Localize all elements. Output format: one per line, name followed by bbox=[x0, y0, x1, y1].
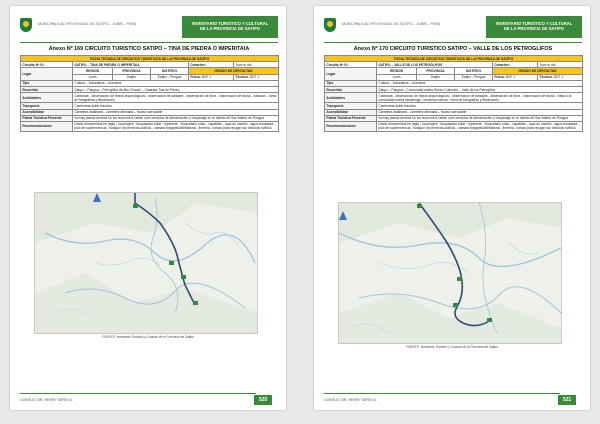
banner-line-1: INVENTARIO TURISTICO Y CULTURAL bbox=[191, 21, 269, 26]
tecnica-label: Técnica: bbox=[539, 75, 553, 80]
map-caption: FUENTE: Inventario Turístico y Cultural de la Provincia de Satipo bbox=[102, 335, 194, 339]
accesibilidad-value: Carretera asfaltada – carretera afirmada – trocha carrozable bbox=[73, 109, 279, 115]
stop-marker-icon bbox=[487, 318, 492, 322]
banner-line-2: DE LA PROVINCIA DE SATIPO bbox=[199, 26, 261, 32]
fisica-label: Física: bbox=[494, 75, 505, 80]
grado-label: GRADO DE DIFICULTAD bbox=[493, 68, 583, 74]
provincia-label: PROVINCIA bbox=[417, 68, 455, 74]
stop-marker-icon bbox=[417, 204, 422, 208]
circuito-label: Circuito Nº 01 bbox=[21, 62, 73, 68]
route-map-graphic bbox=[35, 193, 257, 333]
duracion-label: Duración: bbox=[493, 62, 538, 68]
ficha-title: FICHA TECNICA DE CIRCUITOS TURISTICOS DE LA PROVINCIA DE SATIPO bbox=[325, 56, 583, 62]
recomendaciones-label: Recomendaciones bbox=[21, 121, 73, 131]
banner-line-1: INVENTARIO TURISTICO Y CULTURAL bbox=[495, 21, 573, 26]
provincia-label: PROVINCIA bbox=[113, 68, 151, 74]
tipo-label: Tipo bbox=[21, 80, 73, 86]
fisica-value: DDF 1 bbox=[201, 75, 212, 80]
accesibilidad-label: Accesibilidad bbox=[21, 109, 73, 115]
municipality-crest-icon bbox=[324, 18, 336, 32]
accesibilidad-label: Accesibilidad bbox=[325, 109, 377, 115]
header-divider bbox=[20, 42, 278, 43]
region-label: REGION bbox=[73, 68, 113, 74]
inventory-banner bbox=[486, 16, 582, 38]
route-map-graphic bbox=[339, 203, 561, 343]
planta-label: Planta Turística Presente bbox=[21, 115, 73, 121]
transporte-value: Camioneta doble tracción bbox=[377, 103, 583, 109]
municipality-name: MUNICIPALIDAD PROVINCIAL DE SATIPO – JUNÍN - PERÚ bbox=[342, 22, 441, 26]
planta-value: No hay planta turística en los recursos a visitar, solo servicios de alimentación y hospedaje en el distrito de San Martín de Pangoa. bbox=[377, 115, 583, 121]
tecnica-value: DDT 1 bbox=[249, 75, 260, 80]
transporte-value: Camioneta doble tracción bbox=[73, 103, 279, 109]
stop-marker-icon bbox=[169, 261, 174, 265]
header-divider bbox=[324, 42, 582, 43]
circuito-label: Circuito Nº 01 bbox=[325, 62, 377, 68]
duracion-value: Todo el día bbox=[234, 62, 279, 68]
transporte-label: Transporte bbox=[325, 103, 377, 109]
page-header bbox=[20, 16, 278, 40]
tecnica-value: DDT 1 bbox=[553, 75, 564, 80]
distrito-label: DISTRITO bbox=[455, 68, 493, 74]
tipo-label: Tipo bbox=[325, 80, 377, 86]
stop-marker-icon bbox=[453, 303, 458, 307]
stop-marker-icon bbox=[193, 301, 198, 305]
recomendaciones-value: Llevar documentos en regla - ropa ligera - bloqueador solar - repelente - bloqueador solar - zapatillas - ropa de cambio - agua envasada - polo de supervivencia - botiquín de primeros auxilios - cámara fotográfica/filmadora - linterna - bolsas para recoger los residuos sólidos. bbox=[73, 121, 279, 131]
municipality-crest-icon bbox=[20, 18, 32, 32]
distrito-value: Satipo - Pangoa bbox=[151, 74, 189, 80]
footer-divider bbox=[20, 393, 256, 394]
page-520 bbox=[10, 6, 286, 410]
river-1 bbox=[339, 233, 561, 266]
tipo-value: Cultura – Naturaleza – Aventura bbox=[377, 80, 583, 86]
distrito-value: Satipo - Pangoa bbox=[455, 74, 493, 80]
annex-title: Anexo Nº 170 CIRCUITO TURISTICO SATIPO – VALLE DE LOS PETROGLIFOS bbox=[353, 46, 553, 52]
page-number: 520 bbox=[254, 395, 272, 405]
circuito-value: SATIPO – TINA DE PIEDRA O IMPERITAIA bbox=[73, 62, 189, 68]
grado-label: GRADO DE DIFICULTAD bbox=[189, 68, 279, 74]
tecnica-label: Técnica: bbox=[235, 75, 249, 80]
map-caption: FUENTE: Inventario Turístico y Cultural de la Provincia de Satipo bbox=[406, 345, 498, 349]
planta-value: No hay planta turística en los recursos a visitar, solo servicios de alimentación y hospedaje en el distrito de San Martín de Pangoa. bbox=[73, 115, 279, 121]
actividades-label: Actividades bbox=[325, 93, 377, 103]
page-number: 521 bbox=[558, 395, 576, 405]
ficha-title: FICHA TECNICA DE CIRCUITOS TURISTICOS DE LA PROVINCIA DE SATIPO bbox=[21, 56, 279, 62]
annex-title: Anexo Nº 169 CIRCUITO TURISTICO SATIPO – TINA DE PIEDRA O IMPERITAIA bbox=[48, 46, 250, 52]
consultant-credit: CONSULTOR: HENRY SERIN S. bbox=[324, 398, 378, 402]
lugar-label: Lugar bbox=[21, 68, 73, 80]
stop-marker-icon bbox=[133, 204, 138, 208]
actividades-label: Actividades bbox=[21, 93, 73, 103]
recomendaciones-label: Recomendaciones bbox=[325, 121, 377, 131]
duracion-value: Todo el día bbox=[538, 62, 583, 68]
circuit-tech-sheet bbox=[324, 55, 583, 132]
tipo-value: Cultura – Naturaleza – Aventura bbox=[73, 80, 279, 86]
recorrido-label: Recorrido bbox=[325, 86, 377, 92]
provincia-value: Satipo bbox=[417, 74, 455, 80]
stop-marker-icon bbox=[181, 275, 186, 279]
fisica-value: DDF 1 bbox=[505, 75, 516, 80]
region-value: Junín bbox=[73, 74, 113, 80]
river-1 bbox=[45, 233, 255, 263]
recorrido-value: Satipo – Pangoa – Comunidad nativa Sector Cutivireni – Valle de los Petroglifos bbox=[377, 86, 583, 92]
transporte-label: Transporte bbox=[21, 103, 73, 109]
consultant-credit: CONSULTOR: HENRY SERIN S. bbox=[20, 398, 74, 402]
region-value: Junín bbox=[377, 74, 417, 80]
recomendaciones-value: Llevar documentos en regla - ropa ligera - bloqueador solar - repelente - bloqueador solar - zapatillas - ropa de cambio - agua envasada - polo de supervivencia - botiquín de primeros auxilios - cámara fotográfica/filmadora - linterna - bolsas para recoger los residuos sólidos. bbox=[377, 121, 583, 131]
accesibilidad-value: Carretera asfaltada – carretera afirmada – trocha carrozable bbox=[377, 109, 583, 115]
route-map bbox=[338, 202, 562, 344]
recorrido-value: Satipo – Pangoa – Petroglifos de Alto Chavini – Catarata Tina de Piedra bbox=[73, 86, 279, 92]
duracion-label: Duración: bbox=[189, 62, 234, 68]
lugar-label: Lugar bbox=[325, 68, 377, 80]
route-map bbox=[34, 192, 258, 334]
circuito-value: SATIPO – VALLE DE LOS PETROGLIFOS bbox=[377, 62, 493, 68]
distrito-label: DISTRITO bbox=[151, 68, 189, 74]
municipality-name: MUNICIPALIDAD PROVINCIAL DE SATIPO – JUNÍN - PERÚ bbox=[38, 22, 137, 26]
recorrido-label: Recorrido bbox=[21, 86, 73, 92]
footer-divider bbox=[324, 393, 560, 394]
banner-line-2: DE LA PROVINCIA DE SATIPO bbox=[503, 26, 565, 32]
region-label: REGION bbox=[377, 68, 417, 74]
page-header bbox=[324, 16, 582, 40]
stop-marker-icon bbox=[457, 277, 462, 281]
page-521 bbox=[314, 6, 590, 410]
actividades-value: Caminata - observación de restos arqueológicos - observación de paisajes - observación de flora - observación de fauna - natación - toma de fotografías y filmaciones. bbox=[73, 93, 279, 103]
inventory-banner bbox=[182, 16, 278, 38]
fisica-label: Física: bbox=[190, 75, 201, 80]
provincia-value: Satipo bbox=[113, 74, 151, 80]
circuit-tech-sheet bbox=[20, 55, 279, 132]
planta-label: Planta Turística Presente bbox=[325, 115, 377, 121]
actividades-value: Caminata - observación de restos arqueológicos - observación de paisajes - observación de flora - observación de fauna - visita a la comunidad nativa asháninga - medicina natural - toma de fotografías y filmaciones. bbox=[377, 93, 583, 103]
